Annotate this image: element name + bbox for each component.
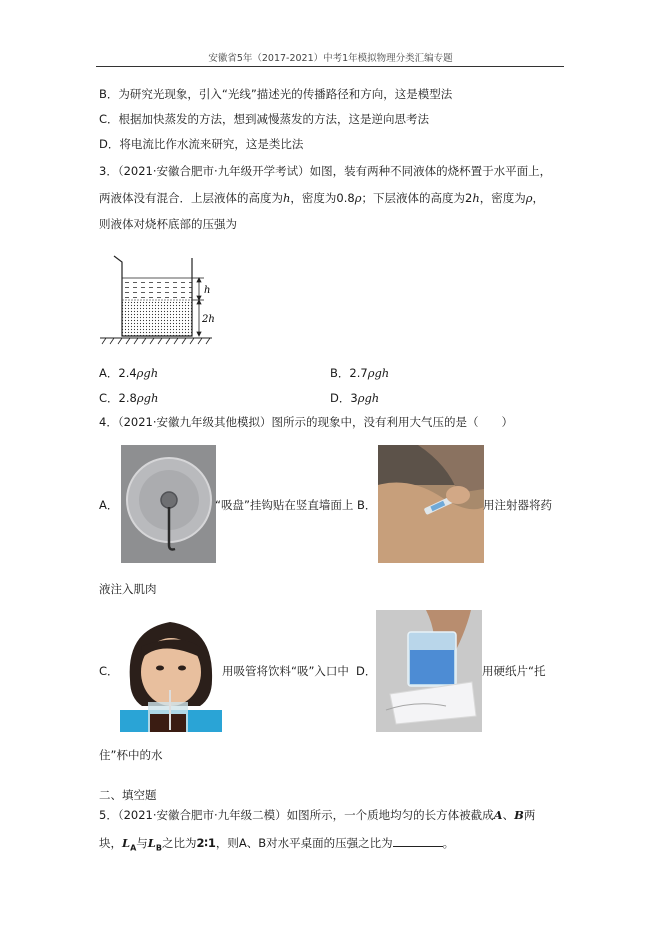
header-divider (96, 66, 564, 67)
q3-stem-line2 (99, 189, 544, 207)
q3-stem-line3: 则液体对烧杯底部的压强为 (99, 217, 237, 231)
q5-sub-b: B (155, 843, 162, 853)
q5-stem-line1 (99, 806, 535, 824)
option-unit: ρgh (136, 391, 159, 405)
q3-option-c[interactable] (99, 389, 158, 407)
section-title-fill-blank: 二、填空题 (99, 788, 157, 802)
paper-card-photo (376, 610, 482, 732)
option-value: 2.8 (118, 391, 137, 405)
lower-liquid (122, 300, 192, 336)
q5-sub-a: A (130, 843, 137, 853)
option-b-prev: B．为研究光现象，引入“光线”描述光的传播路径和方向，这是模型法 (99, 87, 453, 101)
q3-var-rho: ρ (525, 191, 533, 205)
option-letter: A． (99, 366, 119, 380)
option-unit: ρgh (136, 366, 159, 380)
label-2h: 2h (202, 314, 215, 325)
q3-text: ，密度为0.8 (290, 191, 355, 205)
ground-hatch (102, 338, 210, 344)
q5-text: ，则A、B对水平桌面的压强之比为 (215, 836, 393, 850)
syringe-photo (378, 445, 484, 563)
option-value: 3 (350, 391, 358, 405)
q5-text: 两 (523, 808, 536, 822)
q5-var-b: B (514, 808, 524, 822)
q4-stem: 4．（2021·安徽九年级其他模拟）图所示的现象中，没有利用大气压的是（ ） (99, 415, 513, 429)
q3-var-rho: ρ (354, 191, 362, 205)
option-letter: C． (99, 391, 119, 405)
q5-text: 块， (99, 836, 122, 850)
q3-var-h: h (472, 191, 480, 205)
q5-var-a: A (493, 808, 503, 822)
answer-blank[interactable] (393, 834, 443, 847)
girl-straw-illustration (120, 610, 222, 732)
option-letter: D． (330, 391, 351, 405)
q3-option-d[interactable] (330, 389, 379, 407)
q3-var-h: h (283, 191, 291, 205)
straw-drink-photo (120, 610, 222, 732)
beaker-figure (100, 250, 230, 348)
dimension-arrows (192, 278, 204, 336)
q4-option-b-text: 用注射器将药 (483, 498, 552, 512)
q3-text: ， (532, 191, 544, 205)
q5-text: 、 (502, 808, 515, 822)
option-unit: ρgh (367, 366, 390, 380)
q4-option-d-continued: 住”杯中的水 (99, 748, 163, 762)
q4-option-d-letter[interactable]: D． (356, 664, 377, 678)
option-unit: ρgh (357, 391, 380, 405)
q4-option-a-letter[interactable]: A． (99, 498, 119, 512)
q4-option-a-text: “吸盘”挂钩贴在竖直墙面上 (215, 498, 354, 512)
q4-option-b-letter[interactable]: B． (357, 498, 377, 512)
q3-text: 两液体没有混合．上层液体的高度为 (99, 191, 283, 205)
water-cup-illustration (376, 610, 482, 732)
page-header: 安徽省5年（2017-2021）中考1年模拟物理分类汇编专题 (208, 53, 453, 64)
q3-option-b[interactable] (330, 364, 389, 382)
q3-option-a[interactable] (99, 364, 158, 382)
q5-var-la: L (122, 836, 131, 850)
option-d-prev: D．将电流比作水流来研究，这是类比法 (99, 137, 304, 151)
suction-cup-photo (121, 445, 216, 563)
syringe-illustration (378, 445, 484, 563)
q5-var-lb: L (147, 836, 156, 850)
q4-option-b-continued: 液注入肌肉 (99, 582, 157, 596)
q5-text: 与 (136, 836, 148, 850)
q4-option-d-text: 用硬纸片“托 (482, 664, 546, 678)
option-value: 2.4 (118, 366, 137, 380)
option-value: 2.7 (349, 366, 368, 380)
q5-text: 之比为 (162, 836, 197, 850)
q5-stem-line2 (99, 834, 454, 857)
q4-option-c-text: 用吸管将饮料“吸”入口中 (222, 664, 349, 678)
upper-liquid (122, 278, 192, 300)
q5-ratio: 2∶1 (196, 836, 216, 850)
option-letter: B． (330, 366, 350, 380)
option-c-prev: C．根据加快蒸发的方法，想到减慢蒸发的方法，这是逆向思考法 (99, 112, 430, 126)
q3-stem-line1: 3．（2021·安徽合肥市·九年级开学考试）如图，装有两种不同液体的烧杯置于水平面上， (99, 164, 552, 178)
suction-cup-illustration (121, 445, 216, 563)
q4-option-c-letter[interactable]: C． (99, 664, 119, 678)
q3-text: ；下层液体的高度为2 (361, 191, 473, 205)
label-h: h (204, 285, 211, 296)
q5-text: 。 (442, 836, 455, 850)
q3-text: ，密度为 (479, 191, 526, 205)
q5-text: 5．（2021·安徽合肥市·九年级二模）如图所示，一个质地均匀的长方体被截成 (99, 808, 494, 822)
